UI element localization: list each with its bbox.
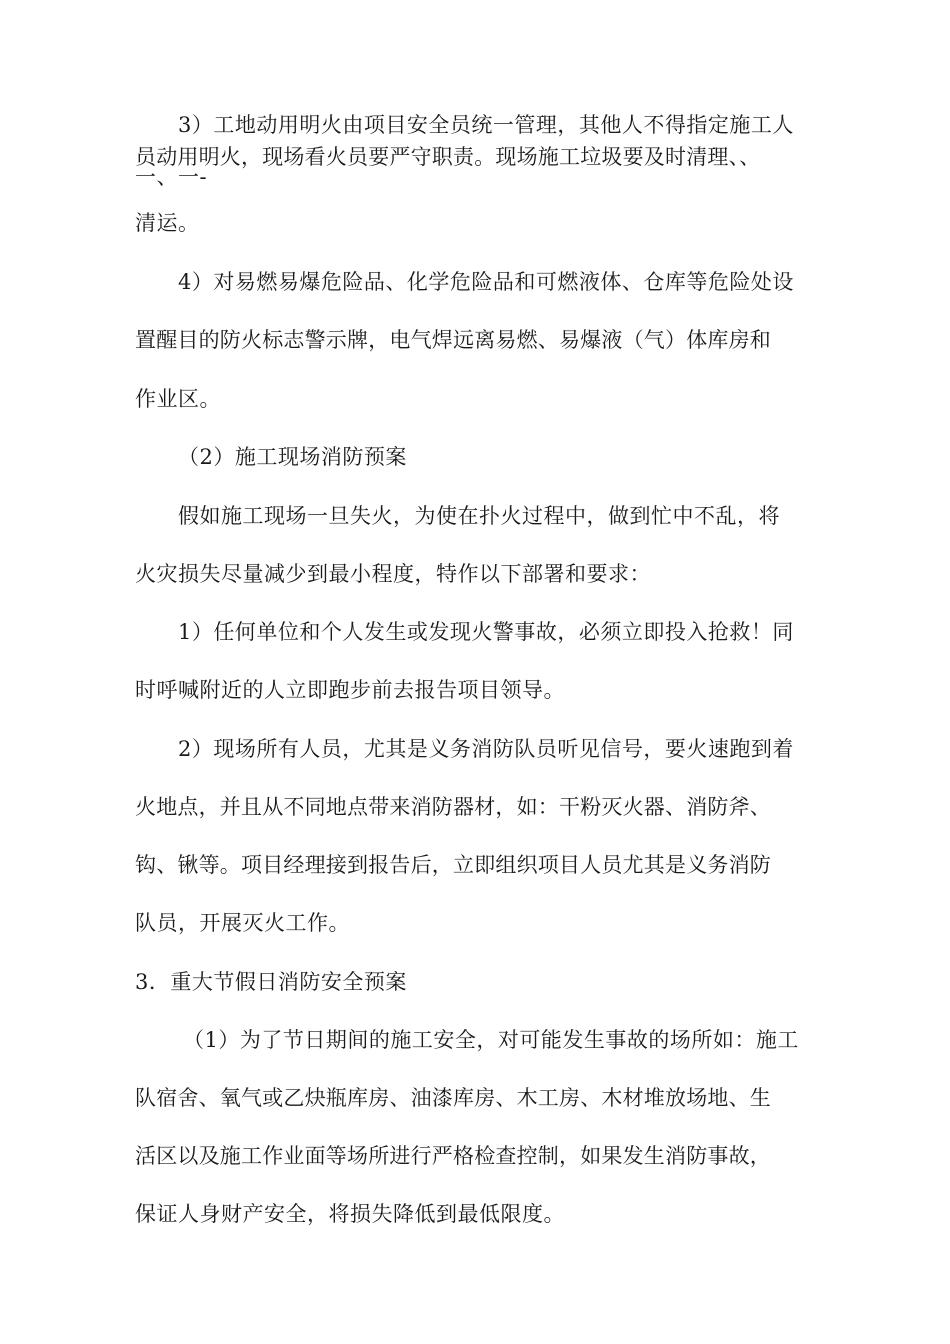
paragraph-line: 保证人身财产安全，将损失降低到最低限度。: [135, 1202, 565, 1226]
paragraph-line: 钩、锹等。项目经理接到报告后，立即组织项目人员尤其是义务消防: [135, 853, 771, 877]
paragraph-line: 队宿舍、氧气或乙炔瓶库房、油漆库房、木工房、木材堆放场地、生: [135, 1086, 771, 1110]
paragraph-line: 1）任何单位和个人发生或发现火警事故，必须立即投入抢救！同: [178, 620, 794, 644]
paragraph-line: 活区以及施工作业面等场所进行严格检查控制，如果发生消防事故，: [135, 1144, 771, 1168]
section-heading: 3．重大节假日消防安全预案: [135, 970, 407, 994]
paragraph-line: 火地点，并且从不同地点带来消防器材，如：干粉灭火器、消防斧、: [135, 795, 771, 819]
paragraph-line: 作业区。: [135, 387, 221, 411]
paragraph-line: 一、一-: [135, 165, 208, 189]
paragraph-line: 置醒目的防火标志警示牌，电气焊远离易燃、易爆液（气）体库房和: [135, 328, 771, 352]
paragraph-line: 时呼喊附近的人立即跑步前去报告项目领导。: [135, 678, 565, 702]
paragraph-line: 3）工地动用明火由项目安全员统一管理，其他人不得指定施工人: [178, 113, 794, 137]
paragraph-line: 队员，开展灭火工作。: [135, 911, 350, 935]
paragraph-line: （1）为了节日期间的施工安全，对可能发生事故的场所如：施工: [183, 1028, 799, 1052]
paragraph-line: 火灾损失尽量减少到最小程度，特作以下部署和要求：: [135, 562, 651, 586]
paragraph-line: 4）对易燃易爆危险品、化学危险品和可燃液体、仓库等危险处设: [178, 270, 794, 294]
paragraph-line: 2）现场所有人员，尤其是义务消防队员听见信号，要火速跑到着: [178, 737, 794, 761]
paragraph-line: 清运。: [135, 211, 200, 235]
paragraph-line: 员动用明火，现场看火员要严守职责。现场施工垃圾要及时清理、、: [135, 145, 761, 169]
section-heading: （2）施工现场消防预案: [178, 445, 407, 469]
paragraph-line: 假如施工现场一旦失火，为使在扑火过程中，做到忙中不乱，将: [178, 504, 780, 528]
